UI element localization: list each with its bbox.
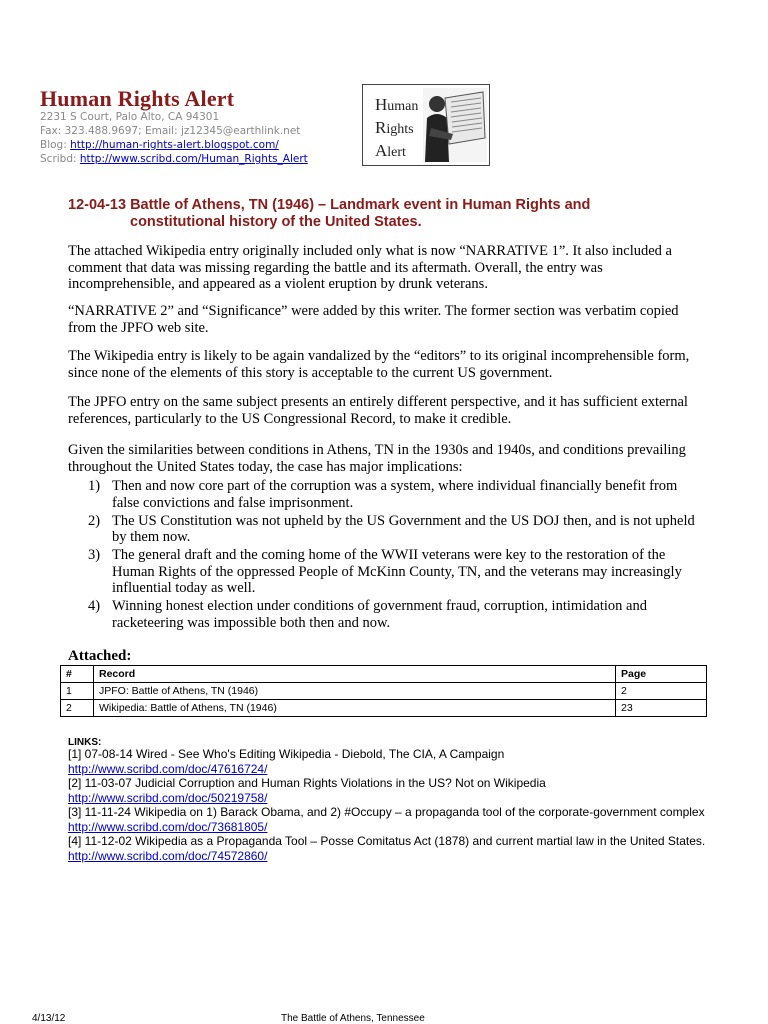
column-header: Page	[616, 666, 707, 683]
scribd-link[interactable]: http://www.scribd.com/Human_Rights_Alert	[79, 153, 308, 165]
logo	[362, 84, 490, 166]
paragraph-4: The JPFO entry on the same subject presents an entirely different perspective, and it has sufficient external references, particularly to the US Congressional Record, to make it credible.	[68, 394, 688, 427]
attached-heading: Attached:	[68, 648, 132, 664]
links-list	[68, 747, 708, 863]
logo-word-human: Human	[375, 95, 419, 114]
list-item	[68, 513, 708, 546]
links-heading: LINKS:	[68, 737, 102, 748]
list-item-text: The US Constitution was not upheld by the US Government and the US DOJ then, and is not upheld by them now.	[112, 512, 695, 545]
headline-line-1: 12-04-13 Battle of Athens, TN (1946) – Landmark event in Human Rights and	[68, 197, 591, 213]
column-header: Record	[94, 666, 616, 683]
list-item-number: 4)	[88, 598, 101, 614]
implications-list	[68, 478, 708, 633]
paragraph-2: “NARRATIVE 2” and “Significance” were added by this writer. The former section was verbatim copied from the JPFO web site.	[68, 303, 679, 336]
footer-date: 4/13/12	[32, 1013, 66, 1024]
headline-line-2: constitutional history of the United States.	[130, 214, 422, 230]
footer-title: The Battle of Athens, Tennessee	[281, 1013, 425, 1024]
column-header: #	[61, 666, 94, 683]
blog-line	[40, 139, 279, 151]
table-row	[61, 683, 707, 700]
address: 2231 S Court, Palo Alto, CA 94301	[40, 111, 220, 123]
list-item-number: 3)	[88, 547, 101, 563]
link-description: [4] 11-12-02 Wikipedia as a Propaganda Tool – Posse Comitatus Act (1878) and current martial law in the United States.	[68, 834, 706, 848]
table-cell: 2	[61, 700, 94, 717]
table-cell: Wikipedia: Battle of Athens, TN (1946)	[94, 700, 616, 717]
table-cell: 2	[616, 683, 707, 700]
list-item-text: Then and now core part of the corruption was a system, where individual financially benefit from false convictions and false imprisonment.	[112, 478, 678, 511]
list-item-number: 2)	[88, 512, 101, 529]
list-item-text: Winning honest election under conditions of government fraud, corruption, intimidation and racketeering was impossible both then and now.	[112, 598, 647, 631]
link-url[interactable]: http://www.scribd.com/doc/73681805/	[68, 819, 268, 834]
logo-word-alert: Alert	[375, 141, 406, 160]
paragraph-5: Given the similarities between conditions in Athens, TN in the 1930s and 1940s, and conditions prevailing throughout the United States today, the case has major implications:	[68, 442, 686, 475]
list-item	[68, 598, 708, 631]
scribd-line	[40, 153, 308, 165]
paragraph-1: The attached Wikipedia entry originally included only what is now “NARRATIVE 1”. It also included a comment that data was missing regarding the battle and its aftermath. Overall, the entry was incomprehensible, and appeared as a violent eruption by drunk veterans.	[68, 243, 672, 292]
link-description: [3] 11-11-24 Wikipedia on 1) Barack Obama, and 2) #Occupy – a propaganda tool of the corporate-government complex	[68, 805, 705, 819]
table-cell: 23	[616, 700, 707, 717]
link-description: [2] 11-03-07 Judicial Corruption and Human Rights Violations in the US? Not on Wikipedia	[68, 776, 546, 790]
link-url[interactable]: http://www.scribd.com/doc/50219758/	[68, 790, 268, 805]
headline	[68, 197, 688, 231]
table-header-row	[61, 666, 707, 683]
link-description: [1] 07-08-14 Wired - See Who's Editing Wikipedia - Diebold, The CIA, A Campaign	[68, 747, 505, 761]
logo-word-rights: Rights	[375, 118, 414, 137]
table-cell: JPFO: Battle of Athens, TN (1946)	[94, 683, 616, 700]
table-cell: 1	[61, 683, 94, 700]
blog-label: Blog:	[40, 139, 67, 151]
paragraph-3: The Wikipedia entry is likely to be again vandalized by the “editors” to its original incomprehensible form, since none of the elements of this story is acceptable to the current US government.	[68, 348, 690, 381]
list-item-text: The general draft and the coming home of the WWII veterans were key to the restoration of the Human Rights of the oppressed People of McKinn County, TN, and the veterans may increasingly influential today as well.	[112, 547, 682, 596]
attached-table	[60, 665, 707, 717]
link-url[interactable]: http://www.scribd.com/doc/74572860/	[68, 848, 268, 863]
fax-email: Fax: 323.488.9697; Email: jz12345@earthlink.net	[40, 125, 301, 137]
blog-link[interactable]: http://human-rights-alert.blogspot.com/	[70, 139, 279, 151]
link-url[interactable]: http://www.scribd.com/doc/47616724/	[68, 761, 268, 776]
list-item	[68, 478, 708, 511]
logo-figure-image	[423, 88, 487, 162]
scribd-label: Scribd:	[40, 153, 77, 165]
table-row	[61, 700, 707, 717]
list-item-number: 1)	[88, 478, 101, 494]
list-item	[68, 547, 708, 597]
brand-title: Human Rights Alert	[40, 86, 235, 111]
